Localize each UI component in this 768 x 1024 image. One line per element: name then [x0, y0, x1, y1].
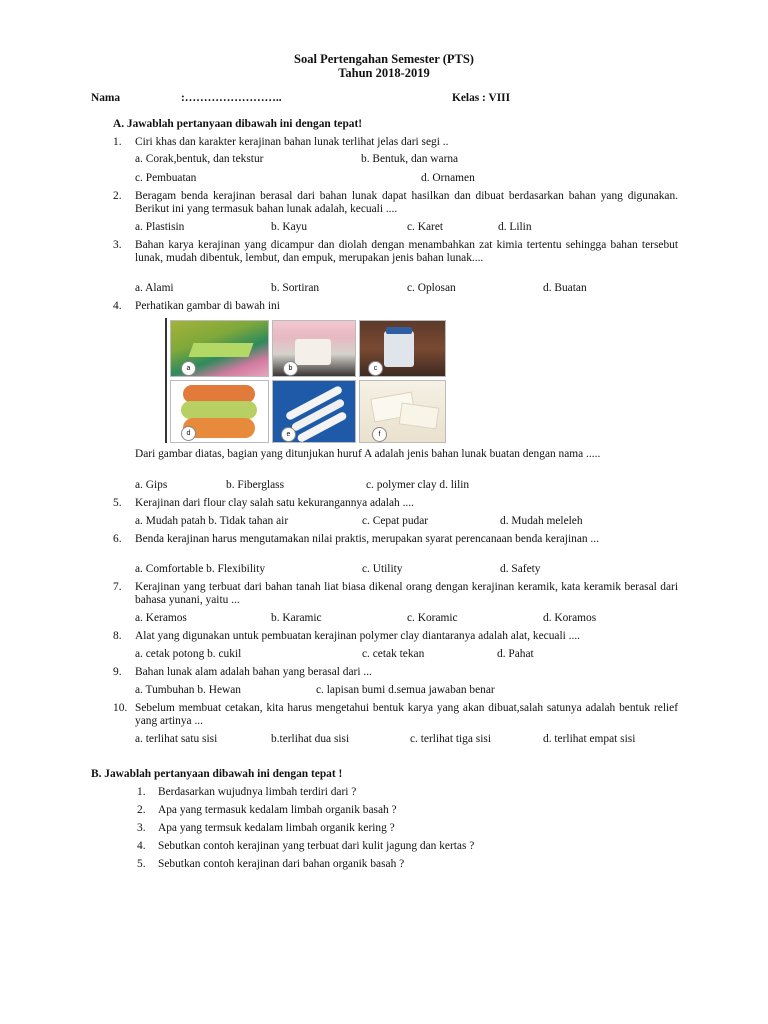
option: a. Alami	[135, 282, 174, 294]
question-text: Kerajinan yang terbuat dari bahan tanah liat biasa dikenal orang dengan kerajinan keramik, kata keramik berasal dari bahasa yunani, yaitu ...	[135, 581, 678, 606]
question-text: Sebutkan contoh kerajinan dari bahan organik basah ?	[158, 858, 405, 870]
option: d. Buatan	[543, 282, 587, 294]
question-number: 2.	[113, 190, 122, 202]
image-label: f	[372, 427, 387, 442]
option: b. Sortiran	[271, 282, 320, 294]
question-text: Kerajinan dari flour clay salah satu kekurangannya adalah ....	[135, 497, 414, 509]
image-a-soap-bars	[170, 320, 269, 377]
option: a. Tumbuhan b. Hewan	[135, 684, 241, 696]
document-title: Soal Pertengahan Semester (PTS)	[294, 52, 474, 66]
question-number: 9.	[113, 666, 122, 678]
option: b.terlihat dua sisi	[271, 733, 350, 745]
option: c. polymer clay d. lilin	[366, 479, 470, 491]
name-label: Nama	[91, 92, 121, 104]
image-label: d	[181, 426, 196, 441]
question-number: 2.	[137, 804, 146, 816]
question-number: 3.	[137, 822, 146, 834]
option: c. Koramic	[407, 612, 458, 624]
section-a-title: A. Jawablah pertanyaan dibawah ini dengan tepat!	[113, 118, 363, 130]
soft-materials-image	[163, 318, 448, 443]
option: d. Mudah meleleh	[500, 515, 583, 527]
image-label: c	[368, 361, 383, 376]
section-b-title: B. Jawablah pertanyaan dibawah ini dengan tepat !	[91, 768, 343, 780]
question-number: 5.	[113, 497, 122, 509]
question-text: Bahan karya kerajinan yang dicampur dan diolah dengan menambahkan zat kimia tertentu sehingga bahan tersebut lunak, mudah dibentuk, lembut, dan empuk, merupakan jenis bahan lunak....	[135, 239, 678, 264]
question-number: 7.	[113, 581, 122, 593]
question-number: 4.	[137, 840, 146, 852]
option: a. Gips	[135, 479, 168, 491]
option: a. Keramos	[135, 612, 187, 624]
question-number: 4.	[113, 300, 122, 312]
option: c. Cepat pudar	[362, 515, 429, 527]
option: c. Pembuatan	[135, 172, 197, 184]
image-e-candles	[272, 380, 356, 443]
option: d. terlihat empat sisi	[543, 733, 636, 745]
option: c. terlihat tiga sisi	[410, 733, 491, 745]
option: a. Comfortable b. Flexibility	[135, 563, 266, 575]
question-text: Ciri khas dan karakter kerajinan bahan lunak terlihat jelas dari segi ..	[135, 136, 449, 148]
option: b. Bentuk, dan warna	[361, 153, 459, 165]
option: a. Corak,bentuk, dan tekstur	[135, 153, 264, 165]
option: a. terlihat satu sisi	[135, 733, 218, 745]
option: d. Lilin	[498, 221, 532, 233]
option: c. Utility	[362, 563, 403, 575]
question-text: Sebutkan contoh kerajinan yang terbuat dari kulit jagung dan kertas ?	[158, 840, 475, 852]
question-text: Apa yang termasuk kedalam limbah organik basah ?	[158, 804, 397, 816]
option: d. Pahat	[497, 648, 534, 660]
question-text: Bahan lunak alam adalah bahan yang berasal dari ...	[135, 666, 372, 678]
image-f-wax-blocks	[359, 380, 446, 443]
question-text: Dari gambar diatas, bagian yang ditunjukan huruf A adalah jenis bahan lunak buatan dengan nama .....	[135, 448, 601, 460]
image-label: e	[281, 427, 296, 442]
option: c. cetak tekan	[362, 648, 425, 660]
option: a. Mudah patah b. Tidak tahan air	[135, 515, 289, 527]
document-year: Tahun 2018-2019	[338, 66, 430, 80]
image-c-resin-jar	[359, 320, 446, 377]
question-text: Berdasarkan wujudnya limbah terdiri dari ?	[158, 786, 357, 798]
option: b. Karamic	[271, 612, 322, 624]
option: c. Oplosan	[407, 282, 456, 294]
question-number: 1.	[137, 786, 146, 798]
option: d. Koramos	[543, 612, 597, 624]
name-field: :……………………..	[181, 92, 282, 104]
question-number: 6.	[113, 533, 122, 545]
option: a. Plastisin	[135, 221, 185, 233]
option: d. Ornamen	[421, 172, 475, 184]
option: b. Fiberglass	[226, 479, 285, 491]
question-number: 10.	[113, 702, 128, 714]
question-number: 8.	[113, 630, 122, 642]
question-text: Perhatikan gambar di bawah ini	[135, 300, 280, 312]
question-text: Benda kerajinan harus mengutamakan nilai praktis, merupakan syarat perencanaan benda kerajinan ...	[135, 533, 599, 545]
image-label: b	[283, 361, 298, 376]
image-b-gypsum	[272, 320, 356, 377]
image-label: a	[181, 361, 196, 376]
question-text: Alat yang digunakan untuk pembuatan kerajinan polymer clay diantaranya adalah alat, kecuali ....	[135, 630, 581, 642]
question-text: Sebelum membuat cetakan, kita harus mengetahui bentuk karya yang akan dibuat,salah satunya adalah bentuk relief yang artinya ...	[135, 702, 678, 727]
image-d-clay-stack	[170, 380, 269, 443]
question-number: 1.	[113, 136, 122, 148]
option: b. Kayu	[271, 221, 308, 233]
question-text: Beragam benda kerajinan berasal dari bahan lunak dapat hasilkan dan dibuat berdasarkan bahan yang digunakan. Berikut ini yang termasuk bahan lunak adalah, kecuali ....	[135, 190, 678, 215]
question-text: Apa yang termsuk kedalam limbah organik kering ?	[158, 822, 395, 834]
option: a. cetak potong b. cukil	[135, 648, 242, 660]
class-label: Kelas : VIII	[452, 92, 511, 104]
question-number: 3.	[113, 239, 122, 251]
option: c. Karet	[407, 221, 444, 233]
option: d. Safety	[500, 563, 541, 575]
question-number: 5.	[137, 858, 146, 870]
option: c. lapisan bumi d.semua jawaban benar	[316, 684, 495, 696]
